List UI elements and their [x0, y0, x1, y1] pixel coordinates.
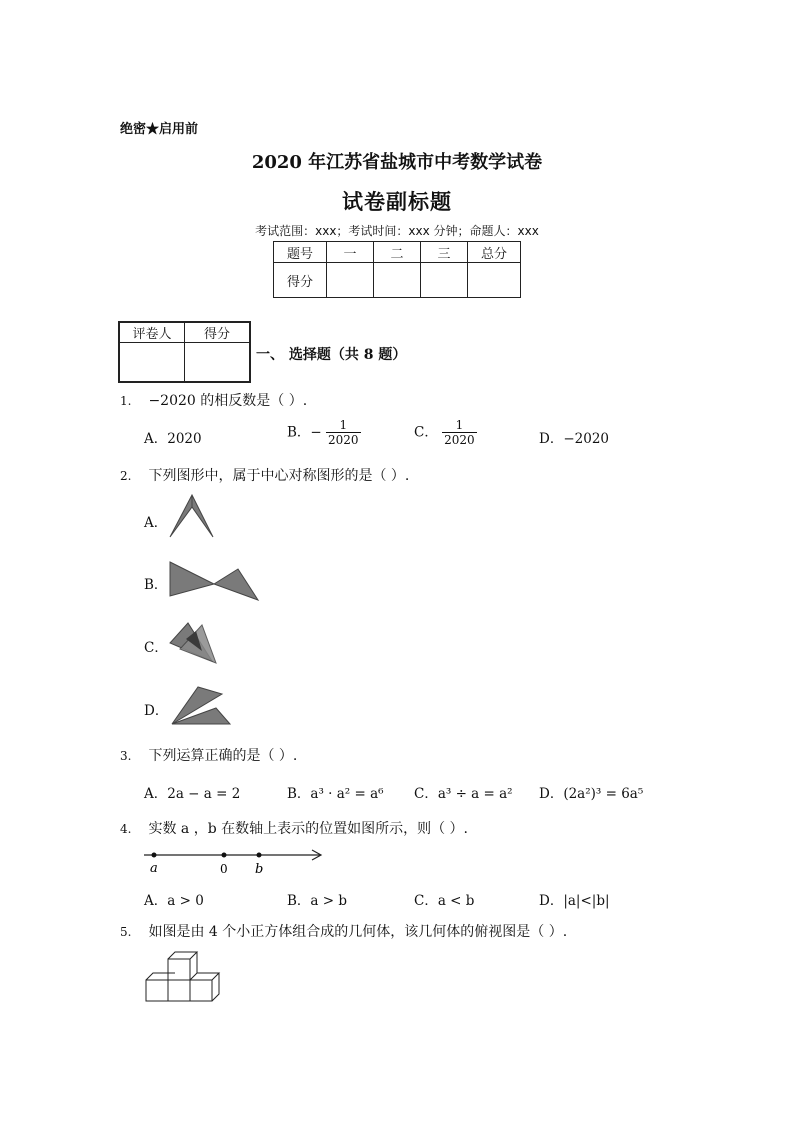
score-row-label: 得分: [274, 263, 327, 298]
confidential-label: 绝密★启用前: [120, 122, 199, 137]
point-a: [152, 853, 157, 858]
exam-info: 考试范围：xxx；考试时间：xxx 分钟；命题人：xxx: [255, 224, 539, 238]
numerator: 1: [442, 418, 477, 433]
q4-option-b: B．a > b: [287, 893, 348, 909]
q1-option-d: D．−2020: [539, 431, 609, 447]
q3-option-d: D．(2a²)³ = 6a⁵: [539, 786, 644, 802]
question-1: [120, 390, 307, 410]
exam-subtitle: 试卷副标题: [342, 189, 452, 214]
denominator: 2020: [444, 433, 475, 448]
fraction: [326, 418, 361, 448]
score-header-cell: 二: [374, 242, 421, 263]
question-4: [120, 818, 468, 838]
axis-label-zero: 0: [220, 862, 228, 876]
question-number: 5.: [120, 925, 132, 939]
fraction: [442, 418, 477, 448]
q3-option-c: C．a³ ÷ a = a²: [414, 786, 513, 802]
q4-option-a: A．a > 0: [144, 893, 204, 909]
q2-figure-c: [168, 621, 220, 665]
q2-option-b-label: B．: [144, 577, 168, 593]
q2-figure-d: [168, 684, 234, 728]
question-number: 1.: [120, 394, 132, 408]
q2-option-c-label: C．: [144, 640, 168, 656]
point-b: [257, 853, 262, 858]
question-stem: 如图是由 4 个小正方体组合成的几何体，该几何体的俯视图是（ ）.: [148, 924, 568, 940]
score-header-cell: 题号: [274, 242, 327, 263]
axis-label-b: b: [255, 862, 264, 877]
q4-option-c: C．a < b: [414, 893, 475, 909]
q2-option-a-label: A．: [144, 515, 168, 531]
grader-header-cell: 评卷人: [119, 322, 185, 343]
q1-option-a: A．2020: [144, 431, 202, 447]
question-stem: 下列运算正确的是（ ）.: [148, 748, 298, 764]
denominator: 2020: [328, 433, 359, 448]
option-prefix: C．: [414, 424, 438, 441]
score-header-cell: 一: [327, 242, 374, 263]
grader-cell: [185, 343, 251, 383]
grader-cell: [119, 343, 185, 383]
score-header-cell: 三: [421, 242, 468, 263]
question-5: [120, 921, 567, 941]
exam-title: 2020 年江苏省盐城市中考数学试卷: [251, 152, 543, 173]
q3-option-a: A．2a − a = 2: [144, 786, 241, 802]
question-number: 4.: [120, 822, 132, 836]
question-number: 3.: [120, 749, 132, 763]
grader-table: [118, 321, 251, 383]
question-2: [120, 465, 409, 485]
grader-header-cell: 得分: [185, 322, 251, 343]
point-zero: [222, 853, 227, 858]
question-number: 2.: [120, 469, 132, 483]
score-header-cell: 总分: [468, 242, 521, 263]
option-prefix: B．−: [287, 424, 322, 441]
q4-number-line: [140, 845, 330, 879]
axis-label-a: a: [150, 861, 158, 876]
q2-option-d-label: D．: [144, 703, 169, 719]
section-title: 一、 选择题（共 8 题）: [256, 347, 407, 363]
q1-option-c: [414, 418, 477, 448]
q3-option-b: B．a³ · a² = a⁶: [287, 786, 384, 802]
q5-cube-figure: [144, 950, 222, 1004]
q2-figure-a: [168, 493, 218, 541]
q2-figure-b: [168, 560, 262, 604]
score-cell: [468, 263, 521, 298]
numerator: 1: [326, 418, 361, 433]
score-cell: [327, 263, 374, 298]
score-cell: [374, 263, 421, 298]
question-stem: −2020 的相反数是（ ）.: [148, 393, 308, 409]
score-table: [273, 241, 521, 298]
q1-option-b: [287, 418, 361, 448]
q4-option-d: D．|a|<|b|: [539, 893, 610, 909]
question-stem: 实数 a ，b 在数轴上表示的位置如图所示，则（ ）.: [148, 821, 469, 837]
score-cell: [421, 263, 468, 298]
question-stem: 下列图形中，属于中心对称图形的是（ ）.: [148, 468, 410, 484]
question-3: [120, 745, 297, 765]
